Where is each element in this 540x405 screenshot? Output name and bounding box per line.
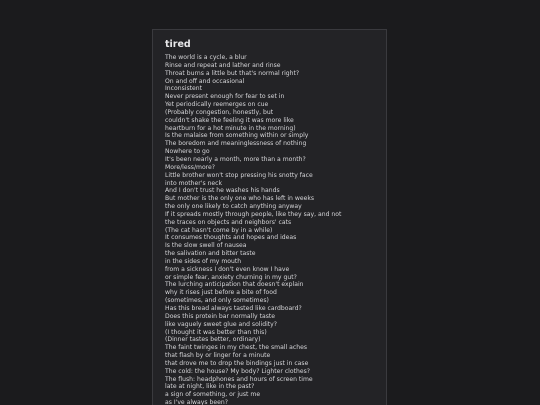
poem-line: like vaguely sweet glue and solidity? bbox=[165, 320, 278, 328]
poem-line: It consumes thoughts and hopes and ideas bbox=[165, 234, 297, 242]
poem-line: But mother is the only one who has left in weeks bbox=[165, 195, 315, 203]
poem-line: And I don't trust he washes his hands bbox=[165, 187, 280, 195]
poem-line: that drove me to drop the bindings just in case bbox=[165, 359, 309, 367]
poem-line: a sign of something, or just me bbox=[165, 391, 261, 399]
poem-line: late at night, like in the past? bbox=[165, 383, 255, 391]
poem-line: The cold: the house? My body? Lighter clothes? bbox=[165, 367, 311, 375]
poem-line: Little brother won't stop pressing his snotty face bbox=[165, 171, 313, 179]
poem-line: The world is a cycle, a blur bbox=[165, 54, 247, 61]
poem-line: Yet periodically reemerges on cue bbox=[165, 101, 269, 109]
poem-line: from a sickness I don't even know I have bbox=[165, 265, 290, 273]
poem-line: Never present enough for fear to set in bbox=[165, 93, 285, 101]
poem-line: The boredom and meaninglessness of nothing bbox=[165, 140, 307, 148]
poem-line: why it rises just before a bite of food bbox=[165, 289, 277, 297]
poem-line: couldn't shake the feeling it was more like bbox=[165, 116, 294, 124]
poem-line: Is the slow swell of nausea bbox=[165, 242, 247, 250]
poem-line: Is the malaise from something within or simply bbox=[165, 132, 309, 140]
poem-line: Nowhere to go bbox=[165, 148, 210, 156]
poem-line: (Probably congestion, honestly, but bbox=[165, 108, 274, 116]
poem-line: Has this bread always tasted like cardboard? bbox=[165, 305, 302, 312]
poem-line: in the sides of my mouth bbox=[165, 257, 242, 265]
poem-line: the traces on objects and neighbors' cats bbox=[165, 218, 292, 226]
poem-line: The faint twinges in my chest, the small aches bbox=[165, 344, 308, 352]
poem-line: into mother's neck bbox=[165, 179, 223, 187]
poem-line: (Dinner tastes better, ordinary) bbox=[165, 336, 261, 344]
poem-line: Inconsistent bbox=[165, 85, 203, 93]
poem-line: It's been nearly a month, more than a month? bbox=[165, 155, 306, 163]
poem-line: (I thought it was better than this) bbox=[165, 328, 267, 336]
poem-line: The flush: headphones and hours of screen time bbox=[165, 375, 313, 383]
poem-line: (sometimes, and only sometimes) bbox=[165, 297, 269, 305]
poem-line: Rinse and repeat and lather and rinse bbox=[165, 61, 281, 69]
poem-line: that flash by or linger for a minute bbox=[165, 352, 271, 360]
post-title: tired bbox=[165, 39, 191, 50]
poem-line: the only one likely to catch anything anyway bbox=[165, 203, 302, 211]
poem-line: If it spreads mostly through people, like they say, and not bbox=[165, 210, 342, 218]
post-card bbox=[152, 29, 387, 405]
poem-line: as I've always been? bbox=[165, 399, 228, 405]
poem-line: More/less/more? bbox=[165, 163, 216, 171]
poem-line: or simple fear, anxiety churning in my gut? bbox=[165, 273, 297, 281]
poem-line: Does this protein bar normally taste bbox=[165, 312, 276, 320]
poem-line: Throat burns a little but that's normal right? bbox=[165, 69, 300, 77]
poem-line: the salivation and bitter taste bbox=[165, 250, 256, 258]
poem-line: (The cat hasn't come by in a while) bbox=[165, 226, 273, 234]
poem-line: On and off and occasional bbox=[165, 77, 245, 85]
poem-line: heartburn for a hot minute in the morning) bbox=[165, 124, 296, 132]
poem-line: The lurching anticipation that doesn't explain bbox=[165, 281, 304, 289]
poem-body bbox=[165, 54, 341, 405]
